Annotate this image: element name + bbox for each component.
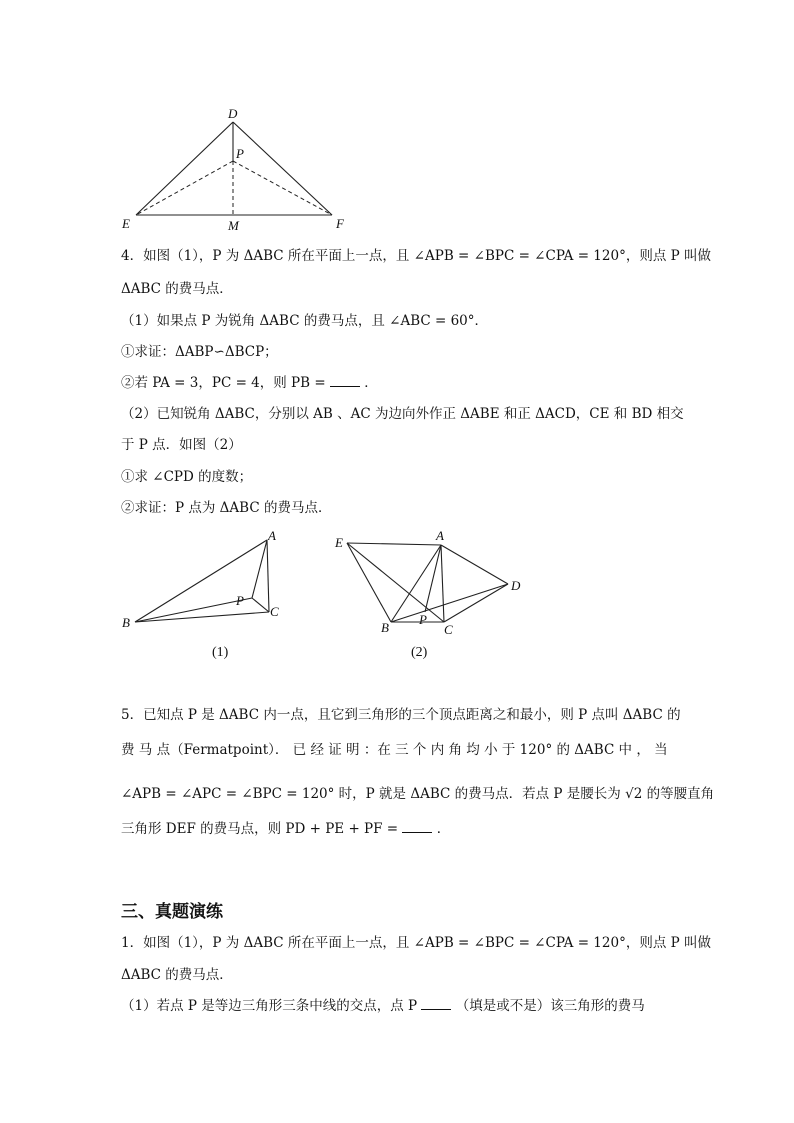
- section3-line2: ΔABC 的费马点．: [121, 967, 233, 983]
- problem4-line5-text: ②若 PA = 3，PC = 4，则 PB =: [121, 375, 326, 391]
- segment-ec: [347, 543, 444, 622]
- label-f: F: [336, 216, 344, 231]
- segment-df: [233, 122, 332, 215]
- problem5-line3: ∠APB = ∠APC = ∠BPC = 120° 时，P 就是 ΔABC 的费马点．若点 P 是腰长为 √2 的等腰直角: [121, 786, 715, 802]
- segment-pa: [252, 540, 267, 598]
- label-e: E: [122, 216, 130, 231]
- label-p: P: [236, 146, 244, 161]
- figure-triangle-def: [118, 104, 358, 234]
- segment-pc: [252, 598, 269, 612]
- label-d: D: [511, 578, 521, 593]
- label-a: A: [436, 528, 444, 543]
- figure-1-triangle-abc: [118, 528, 298, 633]
- answer-blank-sum: [402, 820, 432, 833]
- segment-de: [136, 122, 233, 215]
- problem4-line2: ΔABC 的费马点．: [121, 281, 233, 297]
- segment-bc: [135, 612, 269, 622]
- figure-1-caption: (1): [212, 645, 229, 660]
- answer-blank-pb: [330, 374, 360, 387]
- segment-ab: [391, 545, 441, 622]
- segment-ap: [425, 545, 441, 612]
- label-b: B: [122, 615, 130, 630]
- problem5-line4-text: 三角形 DEF 的费马点，则 PD + PE + PF =: [121, 821, 399, 837]
- label-c: C: [444, 622, 453, 637]
- problem4-line7: 于 P 点．如图（2）: [121, 437, 242, 453]
- segment-bd: [391, 584, 508, 622]
- segment-ea: [347, 543, 441, 545]
- label-e: E: [335, 535, 343, 550]
- problem5-line1: 5．已知点 P 是 ΔABC 内一点，且它到三角形的三个顶点距离之和最小，则 P 点叫 ΔABC 的: [121, 707, 681, 723]
- answer-blank-fermat: [421, 997, 451, 1010]
- segment-ac: [267, 540, 269, 612]
- label-a: A: [268, 528, 276, 543]
- problem4-line5: [121, 374, 378, 392]
- section3-line1: 1．如图（1），P 为 ΔABC 所在平面上一点，且 ∠APB = ∠BPC = ∠CPA = 120°，则点 P 叫做: [121, 935, 711, 951]
- problem5-line2: 费 马 点（Fermatpoint）． 已 经 证 明 ：在 三 个 内 角 均 小 于 120° 的 ΔABC 中 ， 当: [121, 742, 668, 758]
- section-heading: 三、真题演练: [121, 902, 223, 922]
- problem4-line3: （1）如果点 P 为锐角 ΔABC 的费马点，且 ∠ABC = 60°．: [121, 313, 489, 329]
- label-b: B: [381, 620, 389, 635]
- label-p: P: [236, 593, 244, 608]
- segment-ac: [441, 545, 444, 622]
- label-c: C: [270, 604, 279, 619]
- segment-ad: [441, 545, 508, 584]
- problem5-line4-end: ．: [436, 821, 451, 837]
- section3-line3: [121, 997, 645, 1015]
- problem4-line9: ②求证：P 点为 ΔABC 的费马点．: [121, 500, 332, 516]
- section3-line3-text: （1）若点 P 是等边三角形三条中线的交点，点 P: [121, 998, 418, 1014]
- problem4-line1: 4．如图（1），P 为 ΔABC 所在平面上一点，且 ∠APB = ∠BPC = ∠CPA = 120°，则点 P 叫做: [121, 248, 711, 264]
- segment-cd: [444, 584, 508, 622]
- segment-eb: [347, 543, 391, 622]
- segment-pb: [135, 598, 252, 622]
- problem4-line4: ①求证：ΔABP∽ΔBCP；: [121, 344, 278, 360]
- figure-2-equilateral-construction: [330, 528, 530, 638]
- segment-ab: [135, 540, 267, 622]
- problem4-line5-end: ．: [364, 375, 378, 391]
- problem4-line8: ①求 ∠CPD 的度数；: [121, 469, 253, 485]
- label-m: M: [228, 218, 239, 233]
- section3-line3-end: （填是或不是）该三角形的费马: [455, 998, 645, 1014]
- label-p: P: [419, 612, 427, 627]
- label-d: D: [228, 106, 238, 121]
- figure-2-caption: (2): [411, 645, 428, 660]
- problem4-line6: （2）已知锐角 ΔABC，分别以 AB 、AC 为边向外作正 ΔABE 和正 ΔACD，CE 和 BD 相交: [121, 406, 684, 422]
- problem5-line4: [121, 820, 450, 838]
